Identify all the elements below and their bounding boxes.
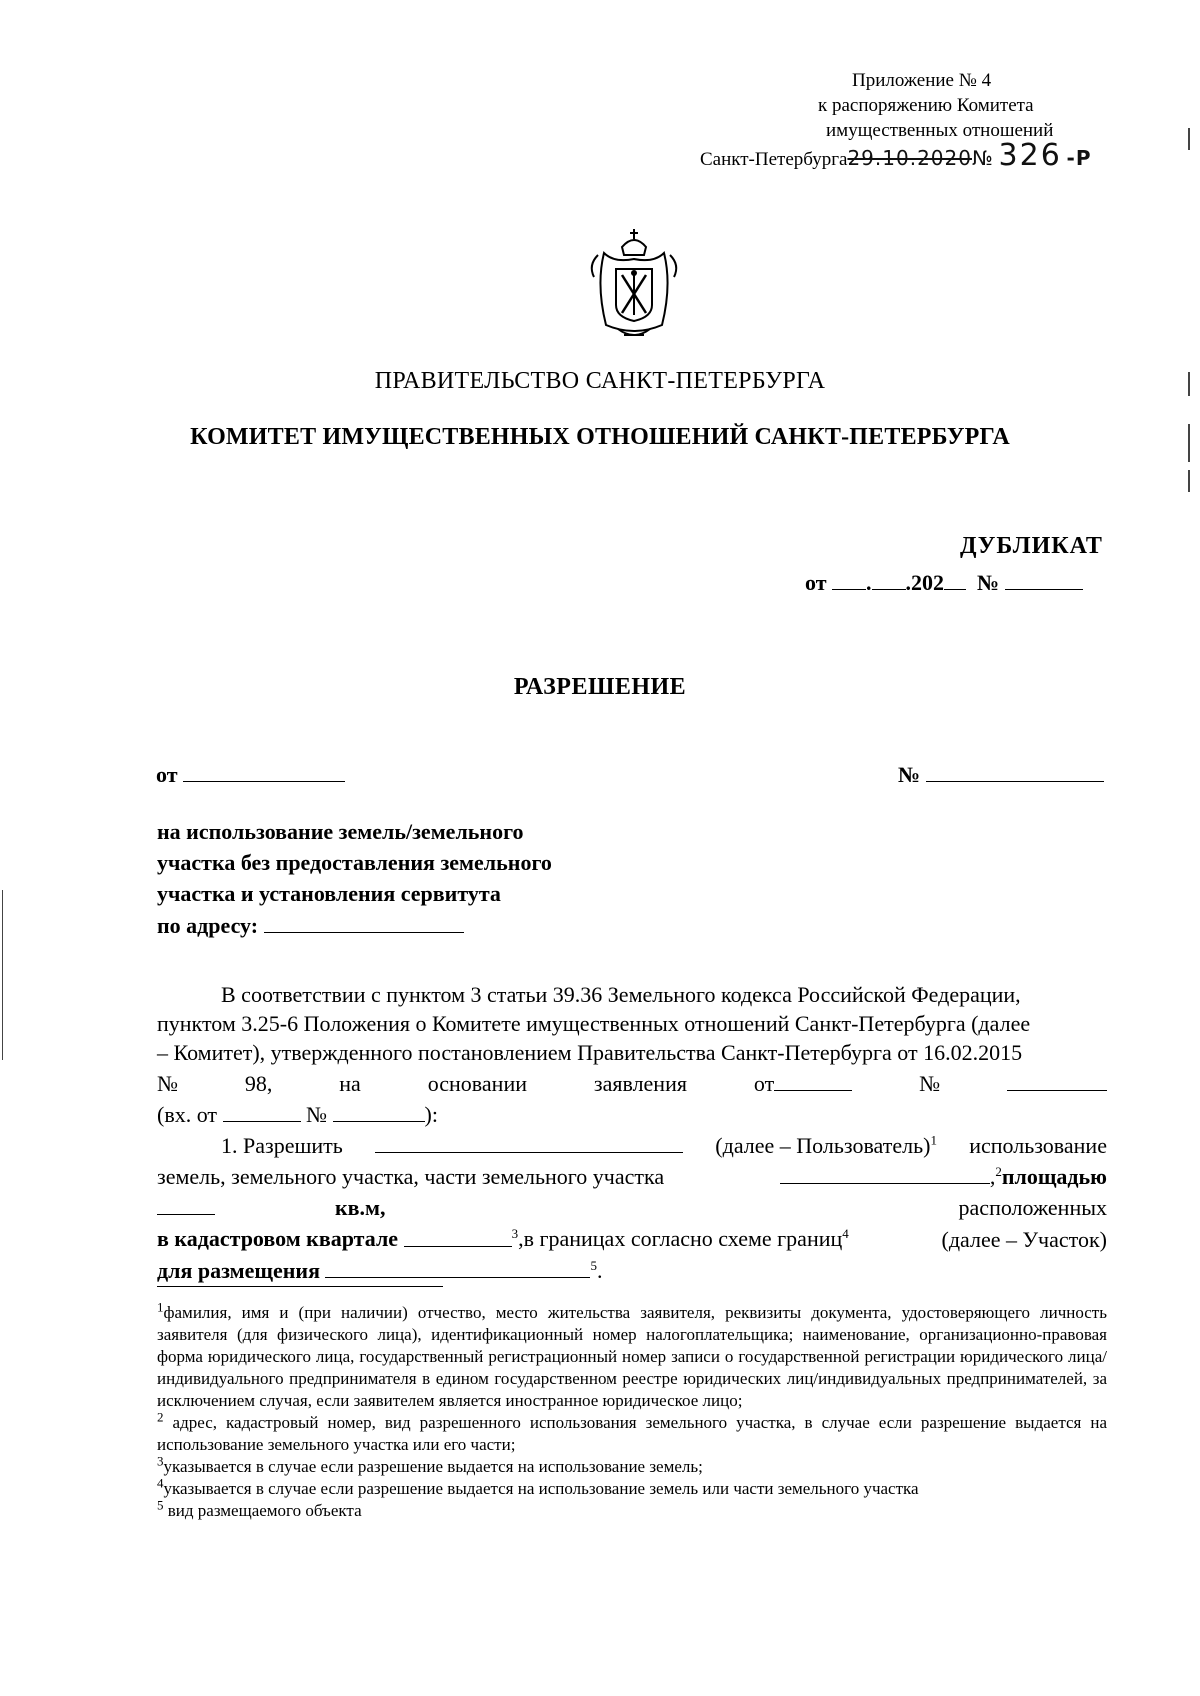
plot-def-text: (далее – Участок) bbox=[941, 1226, 1107, 1252]
line4-num: 98, bbox=[244, 1071, 273, 1097]
handwritten-no: № bbox=[971, 146, 994, 170]
incoming-close: ): bbox=[424, 1102, 438, 1128]
handwritten-number: 326 bbox=[998, 138, 1062, 173]
application-number-field[interactable] bbox=[1007, 1067, 1107, 1091]
located-word: расположенных bbox=[958, 1195, 1107, 1221]
body-line-4 bbox=[157, 1067, 1107, 1098]
body-line-8 bbox=[157, 1191, 1107, 1222]
footnote-ref-2: 2 bbox=[995, 1164, 1002, 1180]
permit-subject bbox=[157, 816, 552, 941]
boundaries-text: ,в границах согласно схеме границ bbox=[518, 1226, 843, 1252]
cadastral-quarter-label: в кадастровом квартале bbox=[157, 1226, 399, 1252]
incoming-number-field[interactable] bbox=[333, 1098, 425, 1122]
duplicate-date-row bbox=[805, 566, 1083, 596]
allow-label: 1. Разрешить bbox=[221, 1133, 343, 1159]
body-line-7 bbox=[157, 1160, 1107, 1191]
subject-line-4 bbox=[157, 909, 552, 941]
footnotes bbox=[157, 1299, 1107, 1522]
duplicate-from: от bbox=[805, 570, 827, 596]
user-def-text: (далее – Пользователь) bbox=[715, 1133, 931, 1159]
footnote-1-text: фамилия, имя и (при наличии) отчество, место жительства заявителя, реквизиты документа, удостоверяющего личность заявителя (для физического лица), идентификационный номер налогоплательщика; наименование, организационно-правовая форма юридического лица, государственный регистрационный номер записи о государственной регистрации юридического лица/индивидуального предпринимателя в едином государственном реестре юридических лиц/индивидуальных предпринимателей, за исключением случая, если заявителем является иностранное юридическое лицо; bbox=[157, 1303, 1107, 1410]
quarter-group bbox=[157, 1222, 849, 1253]
duplicate-day-field[interactable] bbox=[832, 566, 866, 590]
permit-number-field[interactable] bbox=[926, 758, 1104, 782]
footnote-ref-1: 1 bbox=[930, 1132, 937, 1148]
body-line-1: В соответствии с пунктом 3 статьи 39.36 Земельного кодекса Российской Федерации, bbox=[221, 982, 1021, 1007]
appendix-line-4 bbox=[700, 138, 1100, 173]
placement-field[interactable] bbox=[325, 1254, 590, 1278]
body-line-5 bbox=[157, 1098, 1107, 1129]
duplicate-year-field[interactable] bbox=[944, 566, 966, 590]
footnote-2 bbox=[157, 1409, 1107, 1456]
subject-line-2: участка без предоставления земельного bbox=[157, 850, 552, 875]
footnote-5-mark: 5 bbox=[157, 1497, 164, 1513]
footnote-4-text: указывается в случае если разрешение выдается на использование земель или части земельного участка bbox=[163, 1479, 919, 1498]
footnote-1 bbox=[157, 1299, 1107, 1412]
footnote-ref-3: 3 bbox=[511, 1226, 519, 1242]
footnote-3 bbox=[157, 1453, 1107, 1478]
footnote-ref-4: 4 bbox=[842, 1226, 849, 1242]
appendix-line-2: к распоряжению Комитета bbox=[818, 95, 1034, 116]
footnote-2-mark: 2 bbox=[157, 1409, 164, 1425]
footnote-4-mark: 4 bbox=[157, 1475, 164, 1491]
address-label: по адресу: bbox=[157, 913, 259, 939]
appendix-city: Санкт-Петербурга bbox=[700, 149, 848, 170]
handwritten-date: 29.10.2020 bbox=[847, 146, 972, 170]
line4-no: № bbox=[157, 1071, 178, 1097]
permit-number-row bbox=[898, 758, 1104, 788]
body-line-2: пунктом 3.25-6 Положения о Комитете имущественных отношений Санкт-Петербурга (далее bbox=[157, 1011, 1031, 1036]
permit-date-field[interactable] bbox=[183, 758, 345, 782]
land-field-group bbox=[780, 1160, 1107, 1191]
line4-application: заявления bbox=[593, 1071, 687, 1097]
permit-no-label: № bbox=[898, 762, 921, 788]
line4-basis: основании bbox=[427, 1071, 527, 1097]
application-date-field[interactable] bbox=[774, 1067, 852, 1091]
appendix-suffix: -Р bbox=[1066, 146, 1092, 170]
user-def bbox=[715, 1131, 937, 1160]
footnote-3-text: указывается в случае если разрешение выдается на использование земель; bbox=[163, 1457, 703, 1476]
appendix-header bbox=[700, 68, 1100, 172]
area-field[interactable] bbox=[157, 1191, 215, 1215]
body-line-6 bbox=[157, 1129, 1107, 1160]
appendix-line-1: Приложение № 4 bbox=[852, 70, 992, 91]
line4-no2: № bbox=[919, 1071, 941, 1097]
footnote-4 bbox=[157, 1475, 1107, 1500]
footnote-2-text: адрес, кадастровый номер, вид разрешенного использования земельного участка, в случае если разрешение выдается на использование земельного участка или его части; bbox=[157, 1413, 1107, 1454]
area-label: площадью bbox=[1001, 1164, 1107, 1190]
permit-from-label: от bbox=[156, 762, 178, 788]
user-field[interactable] bbox=[375, 1129, 683, 1153]
document-title: РАЗРЕШЕНИЕ bbox=[513, 674, 687, 700]
government-title: ПРАВИТЕЛЬСТВО САНКТ-ПЕТЕРБУРГА bbox=[374, 368, 826, 394]
body-line-10 bbox=[157, 1254, 1107, 1285]
line4-from bbox=[754, 1067, 852, 1098]
duplicate-year: .202 bbox=[905, 570, 945, 596]
duplicate-no: № bbox=[977, 570, 1000, 596]
footnote-separator bbox=[157, 1286, 443, 1287]
cadastral-quarter-field[interactable] bbox=[404, 1222, 512, 1246]
land-comma: , bbox=[989, 1164, 996, 1190]
duplicate-number-field[interactable] bbox=[1005, 566, 1083, 590]
placement-label: для размещения bbox=[157, 1257, 320, 1283]
footnote-1-mark: 1 bbox=[157, 1299, 164, 1315]
committee-title: КОМИТЕТ ИМУЩЕСТВЕННЫХ ОТНОШЕНИЙ САНКТ-ПЕТЕРБУРГА bbox=[190, 424, 1010, 450]
incoming-no-label: № bbox=[306, 1102, 328, 1128]
usage-word: использование bbox=[969, 1133, 1107, 1159]
sqm-label: кв.м, bbox=[335, 1195, 386, 1221]
footnote-5 bbox=[157, 1497, 1107, 1522]
subject-line-3: участка и установления сервитута bbox=[157, 881, 501, 906]
body-line-9 bbox=[157, 1222, 1107, 1253]
address-field[interactable] bbox=[264, 909, 464, 933]
body-line-3: – Комитет), утвержденного постановлением Правительства Санкт-Петербурга от 16.02.2015 bbox=[157, 1040, 1023, 1065]
permit-body bbox=[157, 980, 1107, 1285]
placement-period: . bbox=[596, 1257, 603, 1283]
duplicate-month-field[interactable] bbox=[872, 566, 906, 590]
subject-line-1: на использование земель/земельного bbox=[157, 819, 524, 844]
land-field[interactable] bbox=[780, 1160, 990, 1184]
line4-na: на bbox=[339, 1071, 361, 1097]
duplicate-title: ДУБЛИКАТ bbox=[960, 533, 1103, 559]
footnote-ref-5: 5 bbox=[590, 1257, 597, 1273]
incoming-from-label: (вх. от bbox=[157, 1102, 218, 1128]
footnote-5-text: вид размещаемого объекта bbox=[163, 1501, 362, 1520]
footnote-3-mark: 3 bbox=[157, 1453, 164, 1469]
land-label: земель, земельного участка, части земельного участка bbox=[157, 1164, 665, 1190]
coat-of-arms-icon bbox=[584, 225, 684, 345]
appendix-line-3: имущественных отношений bbox=[826, 120, 1054, 141]
incoming-date-field[interactable] bbox=[223, 1098, 301, 1122]
line4-from-label: от bbox=[753, 1071, 775, 1097]
duplicate-dot: . bbox=[866, 570, 872, 596]
permit-date-row bbox=[156, 758, 345, 788]
